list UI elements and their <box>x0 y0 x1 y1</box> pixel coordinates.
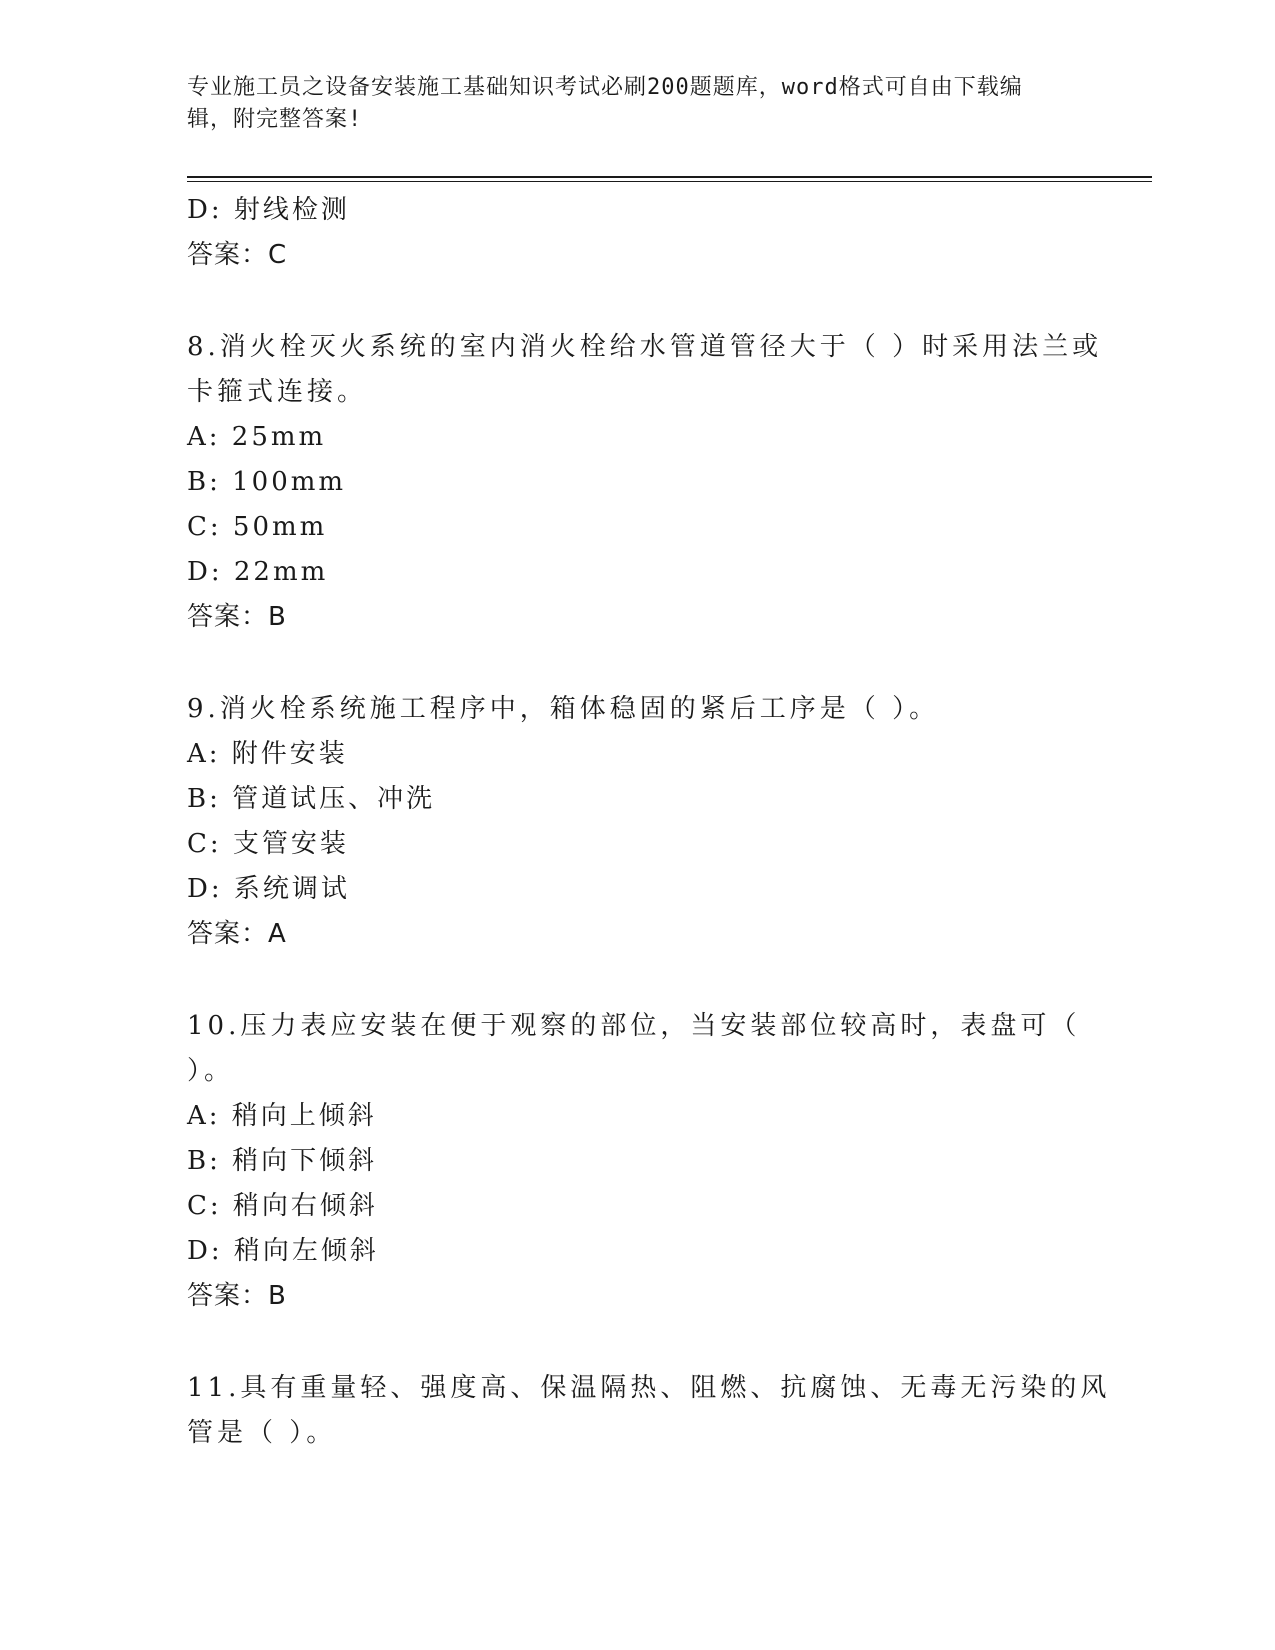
question-9-option-c: C: 支管安装 <box>187 829 349 859</box>
question-9-option-a: A: 附件安装 <box>187 739 348 769</box>
question-8-text-line2: 卡箍式连接。 <box>187 377 368 407</box>
header-divider-thin <box>187 181 1152 182</box>
question-8-answer: 答案：B <box>187 602 287 632</box>
question-8-option-d: D: 22mm <box>187 557 329 587</box>
question-11 <box>187 1366 1111 1456</box>
question-9-text-line1: 9.消火栓系统施工程序中，箱体稳固的紧后工序是（ ）。 <box>187 694 940 724</box>
question-10-option-d: D: 稍向左倾斜 <box>187 1236 379 1266</box>
question-9-option-d: D: 系统调试 <box>187 874 350 904</box>
question-10-option-a: A: 稍向上倾斜 <box>187 1101 377 1131</box>
question-8-option-b: B: 100mm <box>187 467 347 497</box>
question-8-text-line1: 8.消火栓灭火系统的室内消火栓给水管道管径大于（ ）时采用法兰或 <box>187 332 1103 362</box>
question-9-answer: 答案：A <box>187 919 287 949</box>
question-8 <box>187 325 1103 640</box>
question-10-text-line1: 10.压力表应安装在便于观察的部位，当安装部位较高时，表盘可（ <box>187 1011 1081 1041</box>
question-10-answer: 答案：B <box>187 1281 287 1311</box>
question-10 <box>187 1004 1087 1319</box>
question-list <box>187 188 1111 1456</box>
header-divider-thick <box>187 176 1152 178</box>
question-8-option-c: C: 50mm <box>187 512 328 542</box>
question-9-option-b: B: 管道试压、冲洗 <box>187 784 436 814</box>
question-10-text-line2: ）。 <box>187 1056 235 1086</box>
question-10-option-b: B: 稍向下倾斜 <box>187 1146 378 1176</box>
question-10-option-c: C: 稍向右倾斜 <box>187 1191 378 1221</box>
question-8-option-a: A: 25mm <box>187 422 327 452</box>
question-9 <box>187 687 1087 957</box>
prev-question-answer: 答案：C <box>187 240 288 270</box>
document-header: 专业施工员之设备安装施工基础知识考试必刷200题题库，word格式可自由下载编辑，附完整答案! <box>187 75 1023 132</box>
question-11-text-line1: 11.具有重量轻、强度高、保温隔热、阻燃、抗腐蚀、无毒无污染的风 <box>187 1373 1111 1403</box>
question-11-text-line2: 管是（ ）。 <box>187 1418 337 1448</box>
prev-question-option-d: D: 射线检测 <box>187 195 350 225</box>
